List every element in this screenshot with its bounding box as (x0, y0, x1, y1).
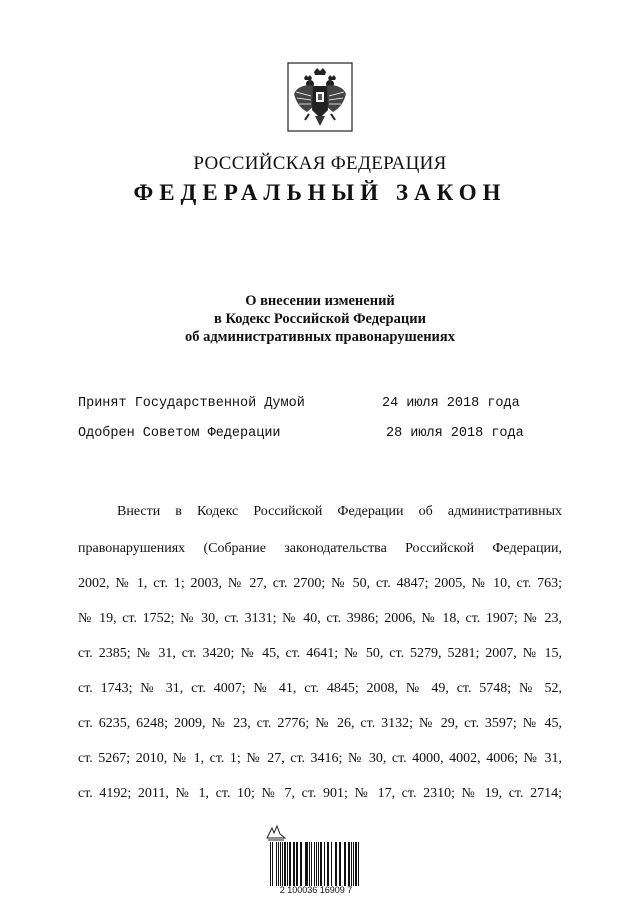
law-title-line: в Кодекс Российской Федерации (214, 311, 426, 327)
law-title-line: об административных правонарушениях (184, 329, 456, 345)
body-line: ст. 5267; 2010, № 1, ст. 1; № 27, ст. 3416; № 30, ст. 4000, 4002, 4006; № 31, (78, 751, 562, 766)
adoption-label-duma: Принят Государственной Думой (78, 396, 305, 411)
barcode-logo-icon (265, 824, 287, 842)
body-line: 2002, № 1, ст. 1; 2003, № 27, ст. 2700; № 50, ст. 4847; 2005, № 10, ст. 763; (78, 576, 562, 591)
law-title (0, 292, 640, 346)
body-line: ст. 6235, 6248; 2009, № 23, ст. 2776; № 26, ст. 3132; № 29, ст. 3597; № 45, (78, 716, 562, 731)
country-heading: РОССИЙСКАЯ ФЕДЕРАЦИЯ (193, 153, 447, 174)
adoption-label-council: Одобрен Советом Федерации (78, 426, 281, 441)
body-line: правонарушениях (Собрание законодательства Российской Федерации, (78, 541, 562, 556)
body-line: № 19, ст. 1752; № 30, ст. 3131; № 40, ст. 3986; 2006, № 18, ст. 1907; № 23, (78, 611, 562, 626)
body-line: ст. 4192; 2011, № 1, ст. 10; № 7, ст. 901; № 17, ст. 2310; № 19, ст. 2714; (78, 786, 562, 801)
barcode-bars (269, 842, 361, 886)
document-type-heading: ФЕДЕРАЛЬНЫЙ ЗАКОН (133, 180, 507, 205)
barcode (262, 820, 370, 900)
body-line: Внести в Кодекс Российской Федерации об административных (117, 504, 562, 519)
body-line: ст. 1743; № 31, ст. 4007; № 41, ст. 4845; 2008, № 49, ст. 5748; № 52, (78, 681, 562, 696)
body-line: ст. 2385; № 31, ст. 3420; № 45, ст. 4641; № 50, ст. 5279, 5281; 2007, № 15, (78, 646, 562, 661)
adoption-date-council: 28 июля 2018 года (386, 426, 524, 441)
barcode-number: 2 100036 16909 7 (279, 885, 353, 895)
adoption-date-duma: 24 июля 2018 года (382, 396, 520, 411)
coat-of-arms-icon (287, 62, 353, 132)
law-title-line: О внесении изменений (245, 293, 395, 309)
